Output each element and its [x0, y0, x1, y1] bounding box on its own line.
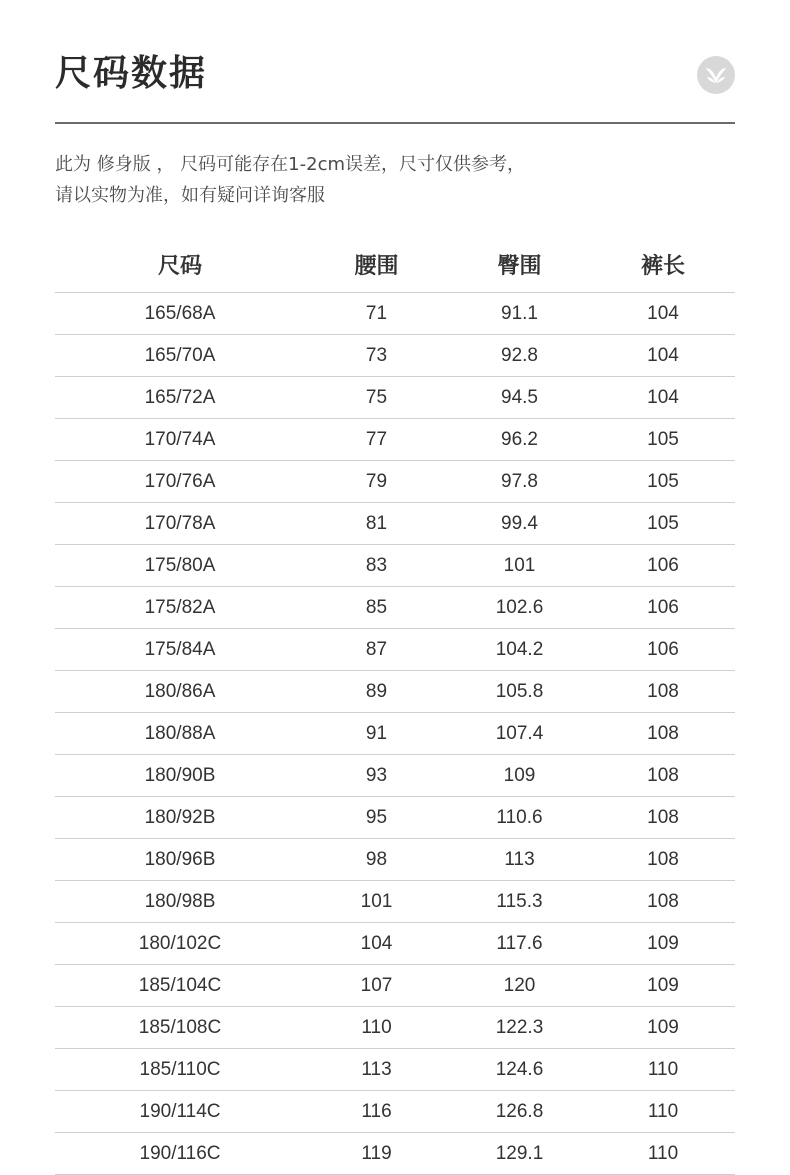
length-cell: 104 [647, 386, 679, 408]
table-row [55, 629, 735, 671]
waist-cell: 104 [360, 932, 393, 954]
size-cell: 180/90B [144, 764, 216, 786]
size-cell: 175/84A [144, 638, 216, 660]
size-cell: 180/86A [144, 680, 216, 702]
hip-cell: 92.8 [501, 344, 538, 366]
hip-cell: 120 [503, 974, 536, 996]
table-row [55, 1133, 735, 1175]
waist-cell: 101 [360, 890, 393, 912]
size-cell: 170/74A [144, 428, 216, 450]
hip-cell: 122.3 [495, 1016, 544, 1038]
length-cell: 105 [647, 470, 679, 492]
table-row [55, 293, 735, 335]
length-cell: 109 [647, 932, 679, 954]
length-cell: 108 [647, 764, 679, 786]
hip-cell: 101 [503, 554, 536, 576]
hip-cell: 107.4 [495, 722, 544, 744]
waist-cell: 81 [365, 512, 388, 534]
hip-cell: 126.8 [495, 1100, 544, 1122]
length-cell: 108 [647, 722, 679, 744]
size-cell: 185/108C [138, 1016, 222, 1038]
size-cell: 175/82A [144, 596, 216, 618]
waist-cell: 107 [360, 974, 393, 996]
length-cell: 108 [647, 848, 679, 870]
table-row [55, 881, 735, 923]
hip-cell: 110.6 [496, 806, 543, 828]
hip-cell: 91.1 [501, 302, 538, 324]
waist-cell: 95 [365, 806, 388, 828]
size-note [55, 149, 525, 211]
hip-cell: 117.6 [496, 932, 543, 954]
table-row [55, 1049, 735, 1091]
waist-cell: 113 [361, 1058, 392, 1080]
header-size: 尺码 [157, 253, 202, 279]
size-table [55, 236, 735, 1175]
table-row [55, 755, 735, 797]
hip-cell: 129.1 [495, 1142, 544, 1164]
size-cell: 180/92B [144, 806, 216, 828]
header-length: 裤长 [640, 253, 685, 279]
table-row [55, 461, 735, 503]
note-line-2: 请以实物为准，如有疑问详询客服 [55, 185, 325, 206]
table-row [55, 965, 735, 1007]
length-cell: 104 [647, 344, 679, 366]
header-waist: 腰围 [354, 253, 399, 279]
hip-cell: 96.2 [501, 428, 538, 450]
hip-cell: 99.4 [501, 512, 538, 534]
note-line-1: 此为 修身版 ， 尺码可能存在1-2cm误差，尺寸仅供参考， [55, 154, 525, 175]
table-row [55, 839, 735, 881]
size-cell: 180/102C [138, 932, 222, 954]
length-cell: 108 [647, 890, 679, 912]
size-cell: 180/96B [144, 848, 216, 870]
hip-cell: 94.5 [501, 386, 538, 408]
butterfly-logo-icon [697, 56, 735, 94]
size-cell: 180/88A [144, 722, 216, 744]
size-cell: 175/80A [144, 554, 216, 576]
table-row [55, 335, 735, 377]
size-cell: 185/104C [138, 974, 222, 996]
table-body [55, 293, 735, 1175]
waist-cell: 71 [365, 302, 388, 324]
size-cell: 190/116C [139, 1142, 221, 1164]
length-cell: 109 [647, 974, 679, 996]
table-row [55, 797, 735, 839]
waist-cell: 93 [365, 764, 388, 786]
size-cell: 165/72A [144, 386, 216, 408]
table-row [55, 1091, 735, 1133]
hip-cell: 124.6 [495, 1058, 544, 1080]
size-cell: 190/114C [139, 1100, 221, 1122]
table-row [55, 587, 735, 629]
length-cell: 110 [647, 1100, 679, 1122]
table-row [55, 713, 735, 755]
hip-cell: 104.2 [495, 638, 544, 660]
waist-cell: 77 [365, 428, 388, 450]
title-divider [55, 122, 735, 124]
length-cell: 110 [647, 1058, 679, 1080]
waist-cell: 110 [361, 1016, 392, 1038]
hip-cell: 115.3 [496, 890, 543, 912]
length-cell: 106 [647, 554, 679, 576]
length-cell: 105 [647, 428, 679, 450]
waist-cell: 73 [365, 344, 388, 366]
waist-cell: 98 [365, 848, 388, 870]
hip-cell: 109 [503, 764, 536, 786]
page-title: 尺码数据 [55, 53, 208, 94]
length-cell: 106 [647, 596, 679, 618]
size-cell: 165/68A [144, 302, 216, 324]
waist-cell: 116 [361, 1100, 392, 1122]
table-row [55, 503, 735, 545]
length-cell: 108 [647, 680, 679, 702]
hip-cell: 102.6 [495, 596, 544, 618]
length-cell: 104 [647, 302, 679, 324]
table-row [55, 377, 735, 419]
hip-cell: 97.8 [501, 470, 538, 492]
length-cell: 105 [647, 512, 679, 534]
table-row [55, 545, 735, 587]
size-cell: 170/76A [144, 470, 216, 492]
waist-cell: 79 [365, 470, 388, 492]
waist-cell: 87 [365, 638, 388, 660]
waist-cell: 83 [365, 554, 388, 576]
table-row [55, 419, 735, 461]
size-cell: 170/78A [144, 512, 216, 534]
waist-cell: 119 [361, 1142, 392, 1164]
waist-cell: 85 [365, 596, 388, 618]
size-cell: 180/98B [144, 890, 216, 912]
size-cell: 185/110C [139, 1058, 221, 1080]
table-row [55, 1007, 735, 1049]
waist-cell: 91 [365, 722, 388, 744]
length-cell: 106 [647, 638, 679, 660]
header-hip: 臀围 [497, 253, 542, 279]
length-cell: 109 [647, 1016, 679, 1038]
hip-cell: 113 [504, 848, 535, 870]
table-row [55, 923, 735, 965]
table-row [55, 671, 735, 713]
length-cell: 108 [647, 806, 679, 828]
hip-cell: 105.8 [495, 680, 544, 702]
waist-cell: 89 [365, 680, 388, 702]
waist-cell: 75 [365, 386, 388, 408]
size-cell: 165/70A [144, 344, 216, 366]
length-cell: 110 [647, 1142, 679, 1164]
table-header-row [55, 236, 735, 293]
